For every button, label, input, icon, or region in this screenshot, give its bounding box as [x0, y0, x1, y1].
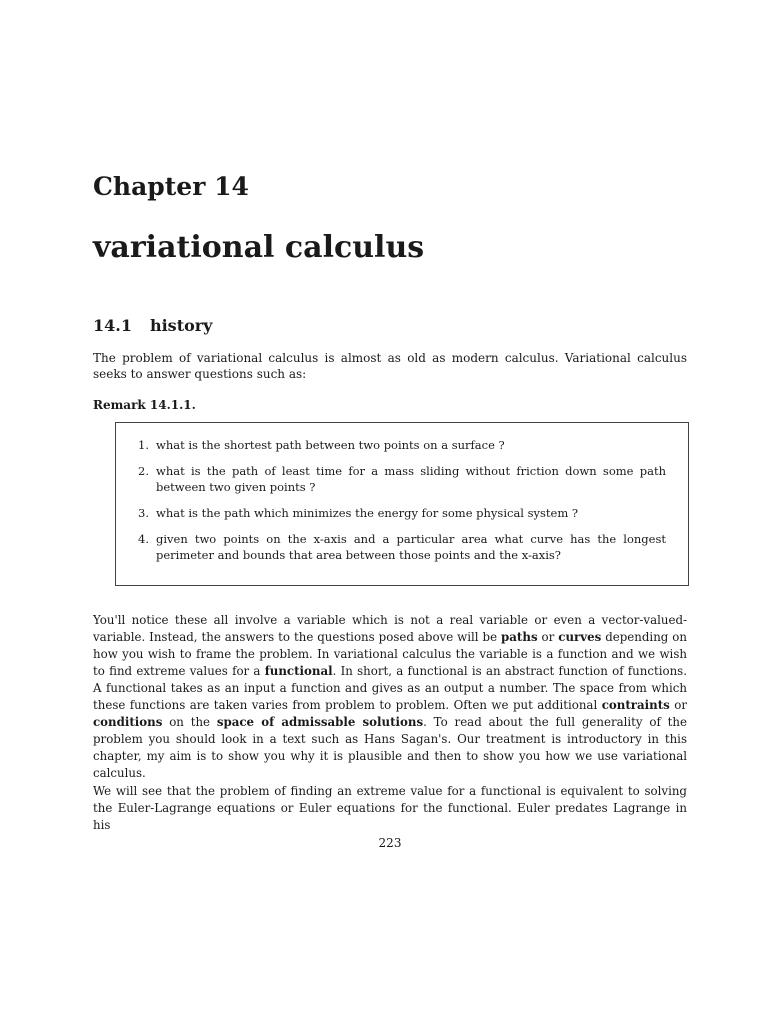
text-run: . In short, a functional is an abstract function of functions. A functional takes as an input a function and gives as an output a number. The space from which these functions are taken varies from problem to problem. Often we put additional — [93, 664, 687, 712]
list-item — [138, 531, 666, 563]
bold-term-contraints: contraints — [601, 698, 670, 712]
text-run: or — [537, 630, 559, 644]
text-run: or — [669, 698, 687, 712]
list-item — [138, 505, 666, 521]
list-item — [138, 437, 666, 453]
bold-term-functional: functional — [264, 664, 333, 678]
list-item-text: given two points on the x-axis and a particular area what curve has the longest perimeter and bounds that area between those points and the x-axis? — [156, 532, 666, 562]
bold-term-paths: paths — [501, 630, 538, 644]
bold-term-curves: curves — [558, 630, 602, 644]
list-item-text: what is the path which minimizes the energy for some physical system ? — [156, 506, 579, 520]
chapter-title: variational calculus — [93, 230, 425, 265]
chapter-label: Chapter 14 — [93, 172, 249, 201]
text-run: on the — [162, 715, 217, 729]
list-item-number: 4. — [138, 532, 149, 546]
page-number: 223 — [378, 836, 402, 850]
body-paragraph-1 — [93, 612, 687, 782]
intro-paragraph: The problem of variational calculus is almost as old as modern calculus. Variational calculus seeks to answer questions such as: — [93, 351, 687, 381]
list-item — [138, 463, 666, 495]
bold-term-conditions: conditions — [93, 715, 163, 729]
list-item-number: 1. — [138, 438, 149, 452]
section-title: history — [149, 316, 213, 335]
list-item-text: what is the shortest path between two points on a surface ? — [156, 438, 505, 452]
remark-label: Remark 14.1.1. — [93, 398, 196, 412]
text-run: . To read about the full generality of the problem you should look in a text such as Hans Sagan's. Our treatment is introductory in this chapter, my aim is to show you why it is plausible and then to show you how we use variational calculus. — [93, 715, 687, 780]
list-item-number: 2. — [138, 464, 149, 478]
remark-box — [115, 422, 689, 586]
text-run: depending on how you wish to frame the problem. In variational calculus the variable is a function and we wish to find extreme values for a — [93, 630, 688, 678]
text-run: You'll notice these all involve a variable which is not a real variable or even a vector-valued-variable. Instead, the answers to the questions posed above will be — [93, 613, 687, 644]
section-number: 14.1 — [93, 316, 132, 335]
section-heading — [93, 316, 212, 335]
list-item-text: what is the path of least time for a mass sliding without friction down some path between two given points ? — [156, 464, 666, 494]
remark-list — [138, 437, 666, 573]
list-item-number: 3. — [138, 506, 149, 520]
bold-term-admissable-solutions: space of admissable solutions — [216, 715, 424, 729]
body-paragraph-2: We will see that the problem of finding an extreme value for a functional is equivalent to solving the Euler-Lagrange equations or Euler equations for the functional. Euler predates Lagrange in his — [93, 784, 687, 832]
